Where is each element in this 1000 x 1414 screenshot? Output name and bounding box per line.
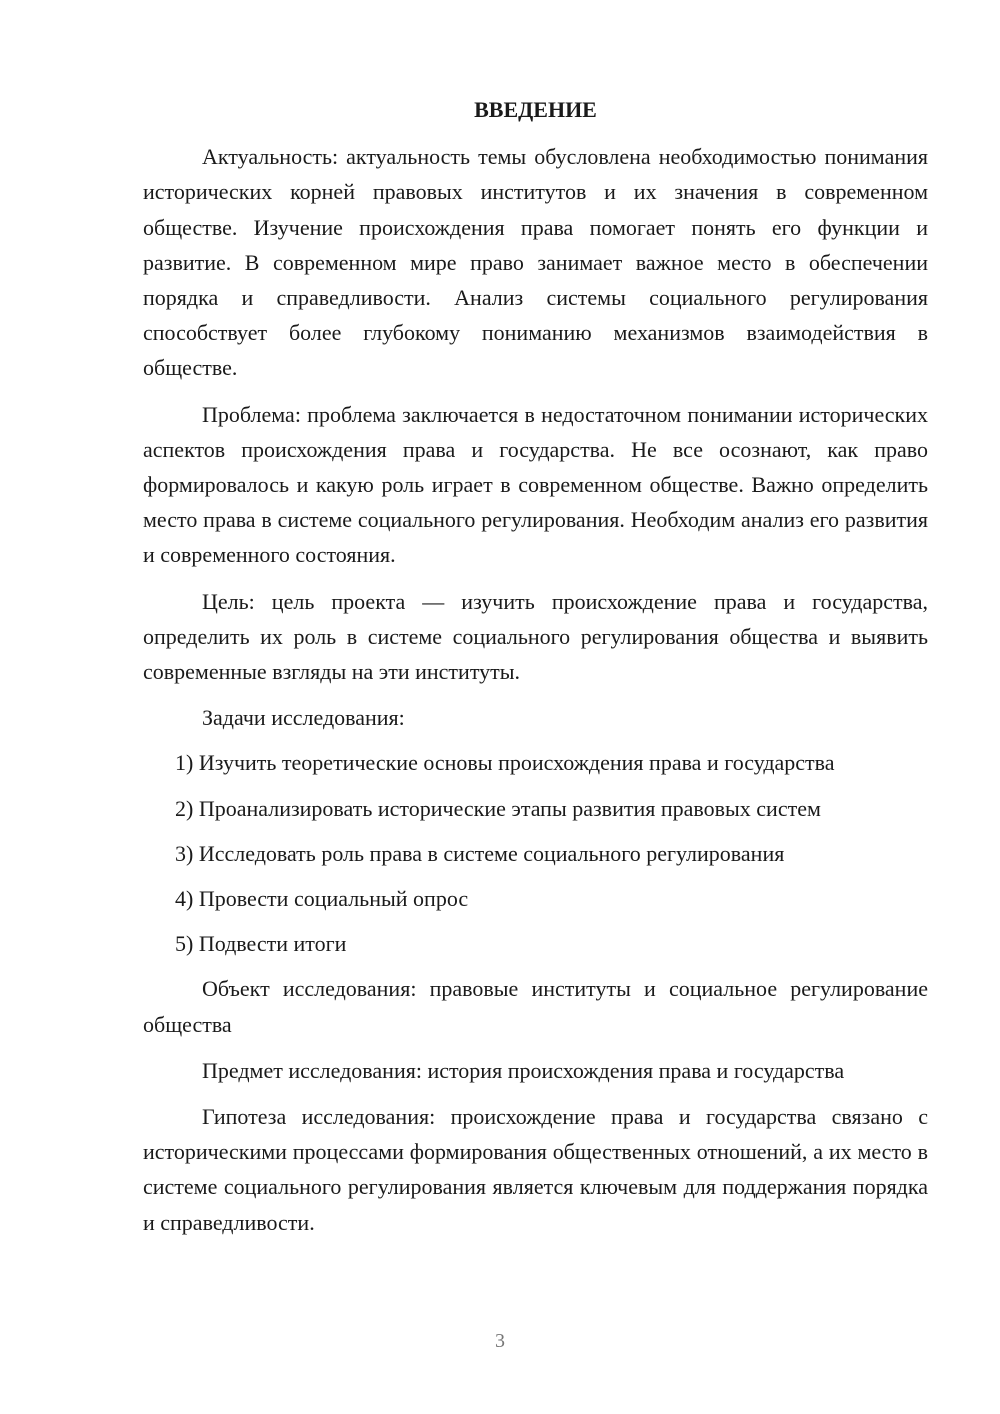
tasks-heading: Задачи исследования: bbox=[202, 705, 405, 731]
page-number: 3 bbox=[495, 1330, 505, 1352]
task-list bbox=[143, 745, 928, 961]
paragraph-hypothesis: Гипотеза исследования: происхождение права и государства связано с историческими процессами формирования общественных отношений, а их место в системе социального регулирования является ключевым для поддержания порядка и справедливости. bbox=[143, 1104, 928, 1235]
paragraph-relevance: Актуальность: актуальность темы обусловлена необходимостью понимания исторических корней правовых институтов и их значения в современном обществе. Изучение происхождения права помогает понять его функции и развитие. В современном мире право занимает важное место в обеспечении порядка и справедливости. Анализ системы социального регулирования способствует более глубокому пониманию механизмов взаимодействия в обществе. bbox=[143, 144, 928, 381]
paragraph-goal: Цель: цель проекта — изучить происхождение права и государства, определить их роль в системе социального регулирования общества и выявить современные взгляды на эти институты. bbox=[143, 588, 928, 685]
paragraph-object: Объект исследования: правовые институты и социальное регулирование общества bbox=[143, 976, 928, 1037]
task-item: 4) Провести социальный опрос bbox=[175, 886, 469, 912]
task-item: 5) Подвести итоги bbox=[175, 931, 347, 957]
task-item: 1) Изучить теоретические основы происхождения права и государства bbox=[175, 750, 835, 776]
page-title: ВВЕДЕНИЕ bbox=[474, 97, 597, 122]
paragraph-subject: Предмет исследования: история происхождения права и государства bbox=[202, 1057, 845, 1083]
paragraph-problem: Проблема: проблема заключается в недостаточном понимании исторических аспектов происхождения права и государства. Не все осознают, как право формировалось и какую роль играет в современном обществе. Важно определить место права в системе социального регулирования. Необходим анализ его развития и современного состояния. bbox=[143, 401, 928, 568]
task-item: 2) Проанализировать исторические этапы развития правовых систем bbox=[175, 795, 821, 821]
task-item: 3) Исследовать роль права в системе социального регулирования bbox=[175, 840, 785, 866]
document-page bbox=[143, 92, 928, 1251]
